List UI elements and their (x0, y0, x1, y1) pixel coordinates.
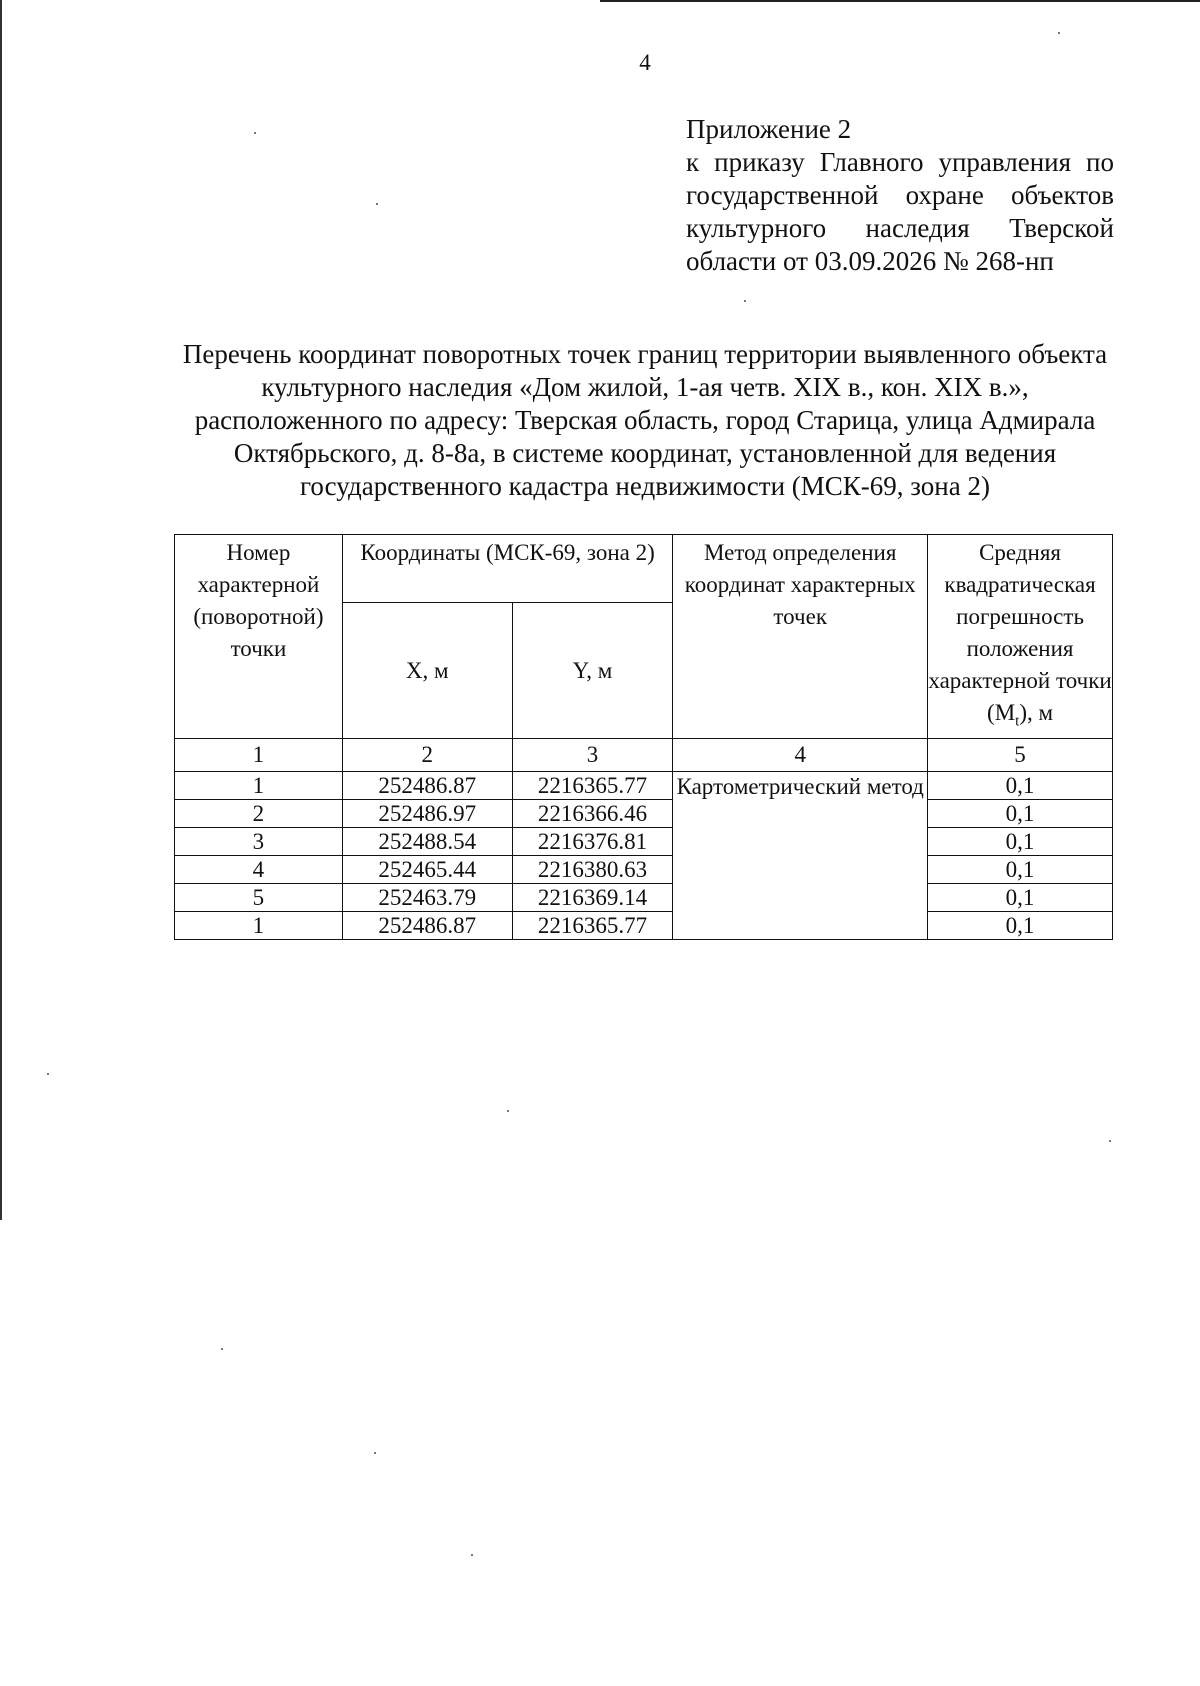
error-value: 0,1 (928, 827, 1113, 855)
y-coordinate: 2216365.77 (512, 771, 673, 799)
x-coordinate: 252486.87 (342, 911, 512, 939)
column-number: 1 (175, 738, 343, 771)
point-number: 2 (175, 799, 343, 827)
coordinates-table (174, 534, 1113, 940)
error-value: 0,1 (928, 771, 1113, 799)
scan-speck (221, 1348, 223, 1350)
y-coordinate: 2216376.81 (512, 827, 673, 855)
scan-speck (254, 132, 256, 134)
scan-speck (1109, 1140, 1111, 1142)
y-coordinate: 2216380.63 (512, 855, 673, 883)
table-row (175, 883, 1113, 911)
header-y: Y, м (512, 603, 673, 738)
scan-speck (374, 1452, 376, 1454)
scan-speck (471, 1554, 473, 1556)
appendix-reference: к приказу Главного управления по государственной охране объектов культурного наследия Тверской области от 03.09.2026 № 268-нп (686, 147, 1114, 276)
point-number: 4 (175, 855, 343, 883)
y-coordinate: 2216369.14 (512, 883, 673, 911)
header-method: Метод определения координат характерных точек (673, 535, 928, 739)
header-error-subscript: t (1015, 713, 1020, 730)
document-title: Перечень координат поворотных точек границ территории выявленного объекта культурного наследия «Дом жилой, 1-ая четв. XIX в., кон. XIX в.», расположенного по адресу: Тверская область, город Старица, улица Адмирала Октябрьского, д. 8-8а, в системе координат, установленной для ведения государственного кадастра недвижимости (МСК-69, зона 2) (182, 339, 1108, 501)
table-row (175, 855, 1113, 883)
point-number: 5 (175, 883, 343, 911)
error-value: 0,1 (928, 855, 1113, 883)
column-number-row (175, 738, 1113, 771)
column-number: 4 (673, 738, 928, 771)
appendix-block (686, 113, 1114, 278)
x-coordinate: 252486.97 (342, 799, 512, 827)
table-row (175, 799, 1113, 827)
error-value: 0,1 (928, 799, 1113, 827)
x-coordinate: 252463.79 (342, 883, 512, 911)
x-coordinate: 252465.44 (342, 855, 512, 883)
scan-speck (47, 1073, 49, 1075)
scan-speck (507, 1110, 509, 1112)
error-value: 0,1 (928, 883, 1113, 911)
scan-edge-left (0, 0, 2, 1220)
column-number: 5 (928, 738, 1113, 771)
header-point: Номер характерной (поворотной) точки (175, 535, 343, 739)
scan-speck (1058, 32, 1060, 34)
column-number: 2 (342, 738, 512, 771)
point-number: 1 (175, 911, 343, 939)
scan-speck (376, 203, 378, 205)
scan-speck (744, 300, 746, 302)
table-row (175, 911, 1113, 939)
header-error (928, 535, 1113, 739)
scan-edge-top (600, 0, 1200, 2)
method-cell: Картометрический метод (673, 771, 928, 939)
header-error-tail: ), м (1019, 700, 1054, 725)
column-number: 3 (512, 738, 673, 771)
appendix-heading: Приложение 2 (686, 114, 852, 144)
header-error-main: Средняя квадратическая погрешность положения характерной точки (M (928, 540, 1112, 725)
x-coordinate: 252488.54 (342, 827, 512, 855)
header-x: X, м (342, 603, 512, 738)
point-number: 3 (175, 827, 343, 855)
y-coordinate: 2216366.46 (512, 799, 673, 827)
header-coordinates: Координаты (МСК-69, зона 2) (342, 535, 673, 603)
table-row (175, 771, 1113, 799)
error-value: 0,1 (928, 911, 1113, 939)
page-number: 4 (639, 50, 651, 75)
table-row (175, 827, 1113, 855)
x-coordinate: 252486.87 (342, 771, 512, 799)
y-coordinate: 2216365.77 (512, 911, 673, 939)
point-number: 1 (175, 771, 343, 799)
